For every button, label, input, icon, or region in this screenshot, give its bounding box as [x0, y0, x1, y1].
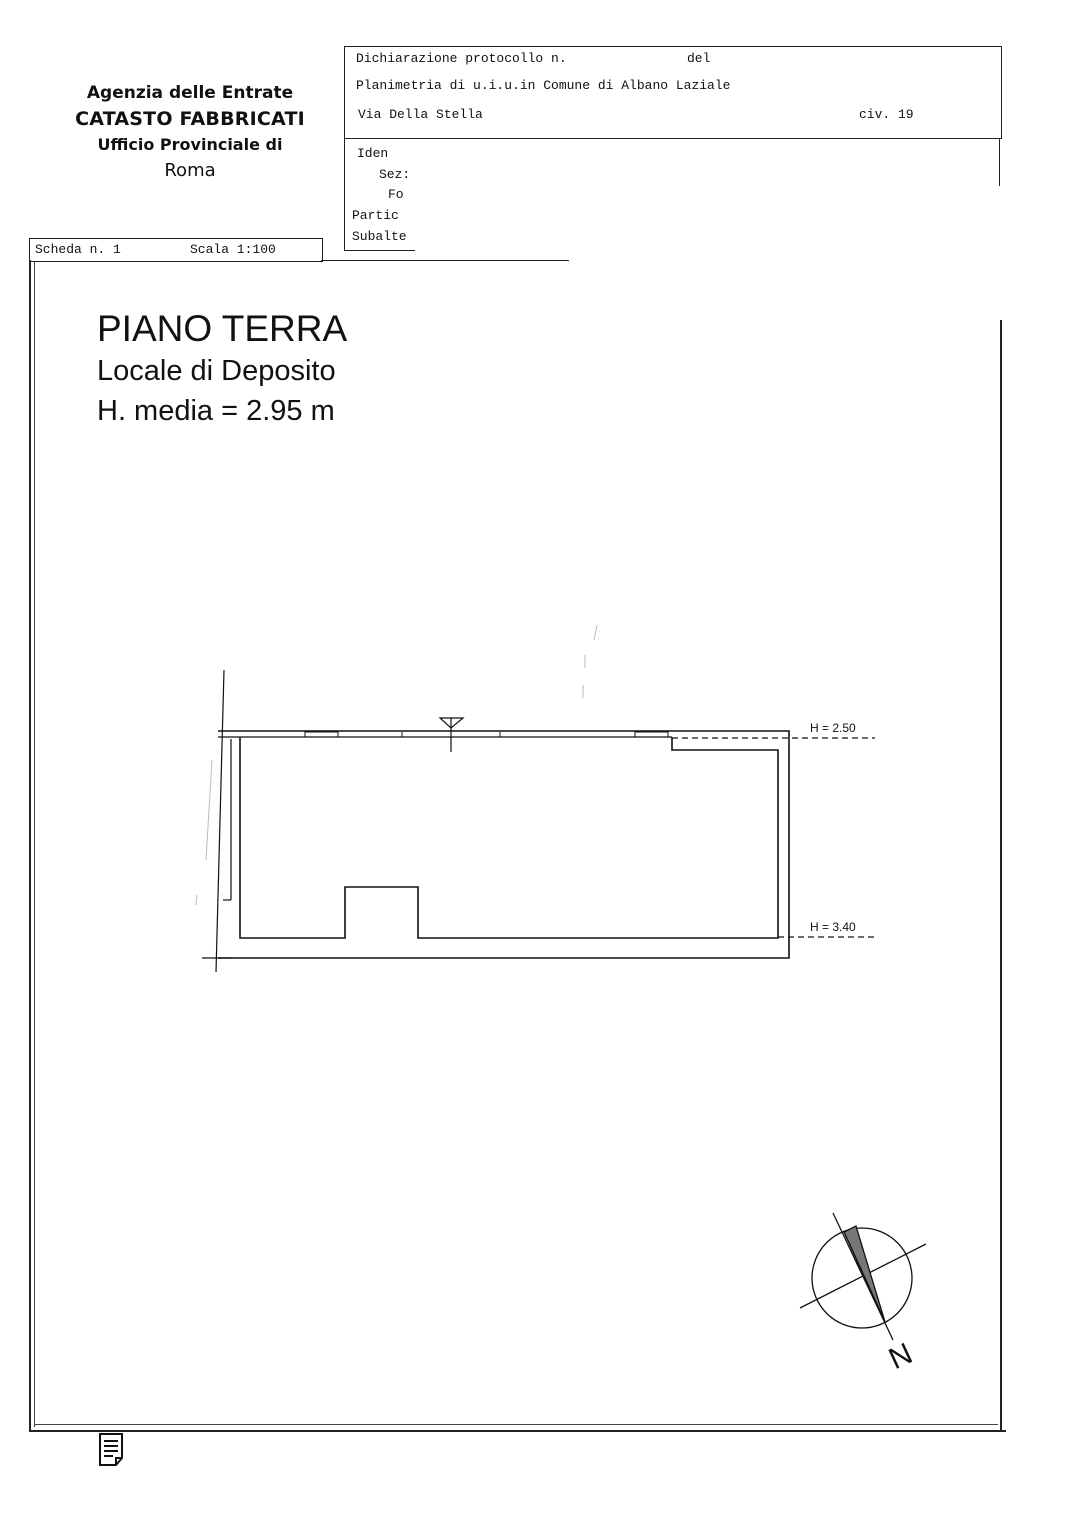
- office-label: Ufficio Provinciale di: [97, 135, 283, 154]
- floor-title: PIANO TERRA: [97, 308, 348, 349]
- north-label: N: [883, 1337, 918, 1377]
- plan-outer-wall: [218, 731, 789, 958]
- subalterno-label: Subalte: [352, 229, 407, 244]
- window-left: [305, 732, 338, 737]
- agency-name: Agenzia delle Entrate: [86, 83, 294, 103]
- height-bottom-label: H = 3.40: [810, 920, 856, 934]
- scheda-label: Scheda n. 1: [35, 242, 121, 257]
- catasto-title: CATASTO FABBRICATI: [75, 108, 305, 130]
- office-city: Roma: [164, 160, 216, 181]
- foglio-label: Fo: [388, 187, 404, 202]
- del-label: del: [687, 51, 711, 66]
- scala-label: Scala 1:100: [190, 242, 276, 257]
- particella-label: Partic: [352, 208, 399, 223]
- protocol-label: Dichiarazione protocollo n.: [356, 51, 567, 66]
- north-arrow-icon: [800, 1213, 926, 1340]
- use-title: Locale di Deposito: [97, 355, 336, 387]
- civic-label: civ. 19: [859, 107, 914, 122]
- height-title: H. media = 2.95 m: [97, 395, 335, 427]
- window-right: [635, 732, 668, 737]
- document-icon: [97, 1432, 127, 1468]
- sez-label: Sez:: [379, 167, 411, 182]
- plan-inner-wall: [240, 737, 778, 938]
- street-label: Via Della Stella: [358, 107, 483, 122]
- plan-label: Planimetria di u.i.u.in Comune di Albano Laziale: [356, 78, 731, 93]
- height-top-label: H = 2.50: [810, 721, 856, 735]
- ident-label: Iden: [357, 146, 389, 161]
